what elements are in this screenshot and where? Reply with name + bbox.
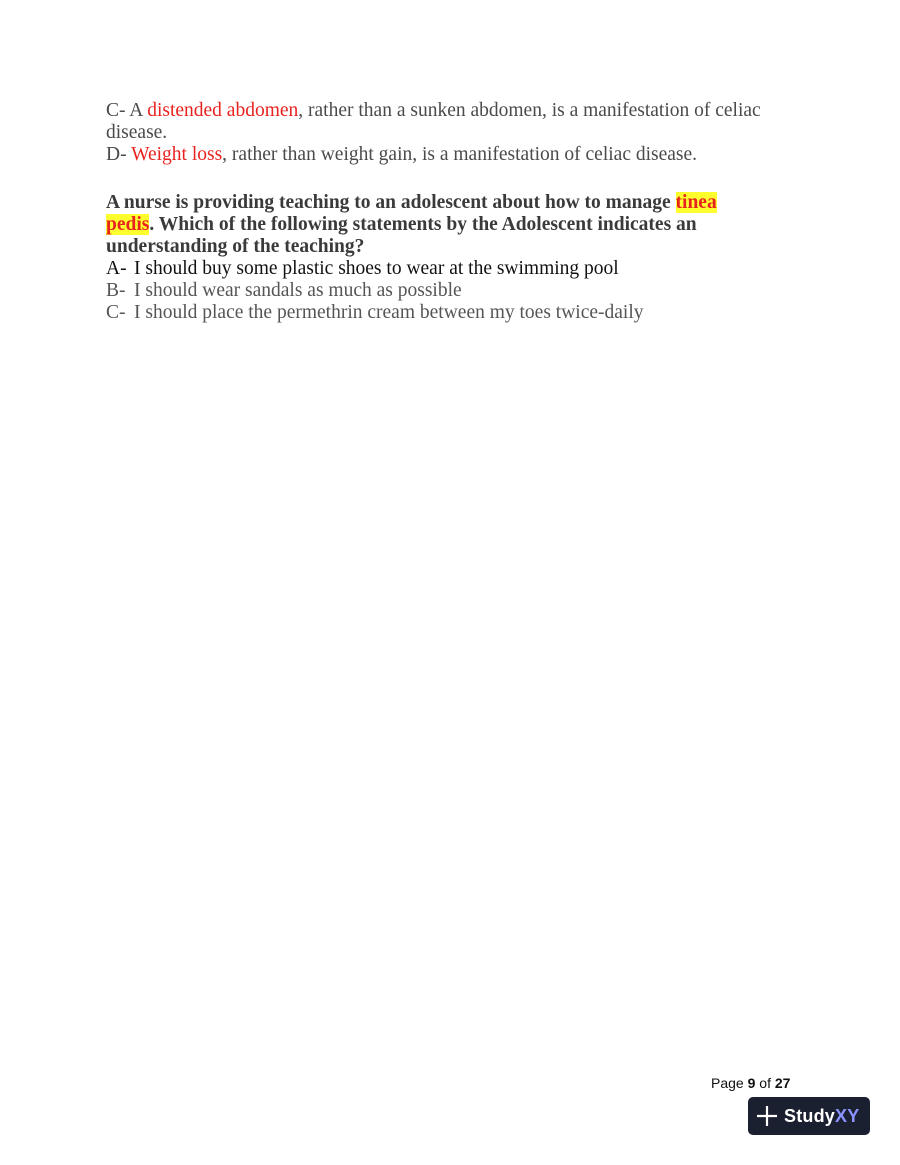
- of-label: of: [755, 1075, 775, 1091]
- logo-text: [784, 1106, 859, 1127]
- plus-icon: [756, 1105, 778, 1127]
- answer-d-text: , rather than weight gain, is a manifestation of celiac disease.: [222, 144, 698, 165]
- question-line-2: [106, 214, 806, 236]
- logo-study: Study: [784, 1105, 836, 1126]
- option-text: I should buy some plastic shoes to wear at the swimming pool: [134, 258, 619, 279]
- answer-d-prefix: D-: [106, 144, 132, 165]
- question-line-3: understanding of the teaching?: [106, 236, 365, 257]
- answer-c-line: [106, 100, 806, 122]
- total-pages: 27: [774, 1075, 791, 1091]
- option-letter: C-: [106, 302, 126, 323]
- current-page: 9: [747, 1075, 756, 1091]
- option-c: [106, 302, 806, 324]
- spacer: [106, 166, 806, 190]
- document-body: [106, 100, 806, 324]
- option-letter: B-: [106, 280, 126, 301]
- option-b: [106, 280, 806, 302]
- page-number: [711, 1075, 790, 1091]
- question-line-1-text: A nurse is providing teaching to an adolescent about how to manage: [106, 192, 676, 213]
- answer-c-keyword: distended abdomen: [147, 100, 299, 121]
- option-text: I should place the permethrin cream between my toes twice-daily: [134, 302, 644, 323]
- highlighted-term: pedis: [106, 214, 150, 235]
- studyxy-logo[interactable]: [748, 1097, 870, 1135]
- answer-c-prefix: C- A: [106, 100, 148, 121]
- page-label: Page: [711, 1075, 748, 1091]
- answer-d-line: [106, 144, 806, 166]
- question-text: [106, 192, 806, 258]
- answer-c-text: , rather than a sunken abdomen, is a manifestation of celiac: [298, 100, 761, 121]
- option-a: [106, 258, 806, 280]
- option-text: I should wear sandals as much as possible: [134, 280, 462, 301]
- question-line-2-text: . Which of the following statements by the Adolescent indicates an: [149, 214, 697, 235]
- question-line-1: [106, 192, 806, 214]
- highlighted-term: tinea: [675, 192, 717, 213]
- answer-c-continuation: disease.: [106, 122, 168, 143]
- answer-d-keyword: Weight loss: [131, 144, 223, 165]
- logo-xy: XY: [835, 1105, 860, 1126]
- option-letter: A-: [106, 258, 127, 279]
